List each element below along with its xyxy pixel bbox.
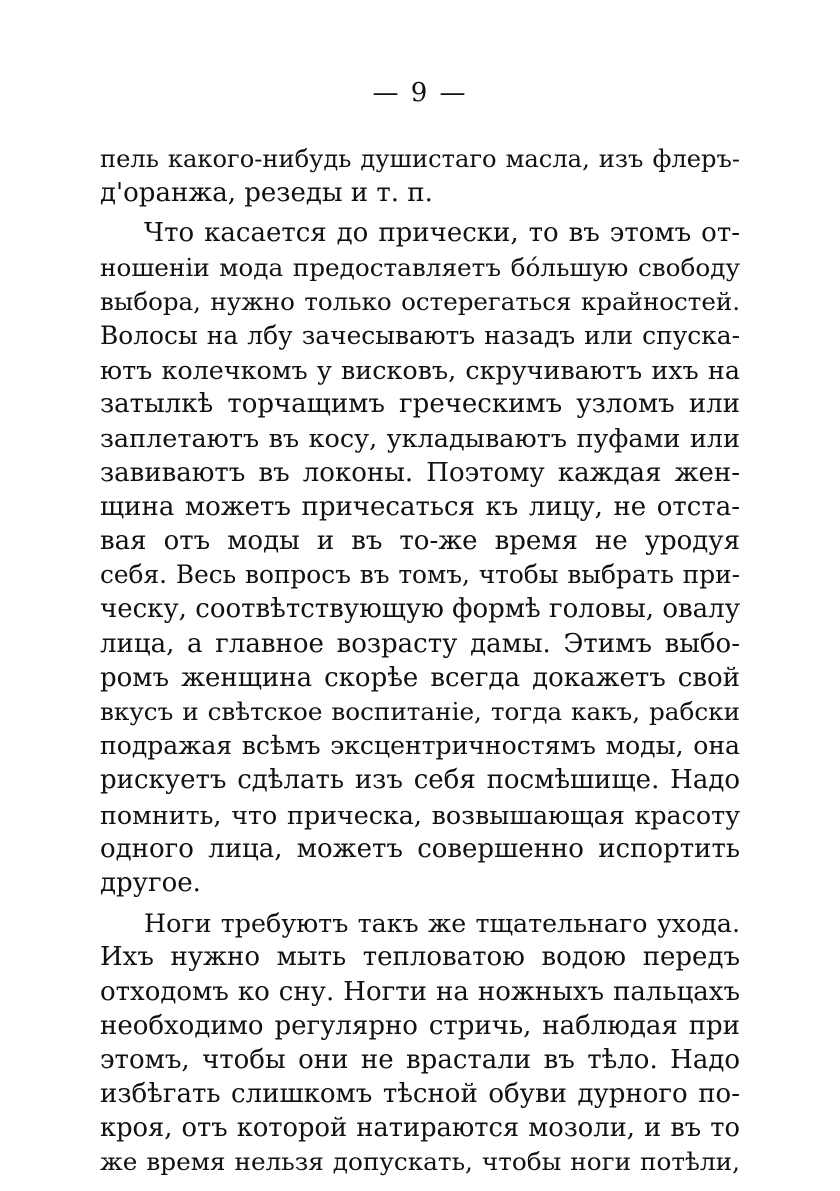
paragraph <box>100 142 740 210</box>
text-line: другое. <box>100 867 201 898</box>
text-line: кроя, отъ которой натираются мозоли, и въ то <box>100 1113 740 1144</box>
text-line: Что касается до прически, то въ этомъ от- <box>144 218 740 249</box>
text-line: помнить, что прическа, возвышающая красоту <box>100 799 740 830</box>
paragraph <box>100 216 740 900</box>
text-line: Волосы на лбу зачесываютъ назадъ или спуска- <box>100 320 740 350</box>
text-line: завиваютъ въ локоны. Поэтому каждая жен- <box>100 457 740 488</box>
text-line: рискуетъ сдѣлать изъ себя посмѣшище. Надо <box>100 765 740 796</box>
text-line: одного лица, можетъ совершенно испортить <box>100 833 740 864</box>
text-line: заплетаютъ въ косу, укладываютъ пуфами или <box>100 423 740 454</box>
text-line: выбора, нужно только остерегаться крайностей. <box>100 286 740 316</box>
text-line: лица, а главное возрасту дамы. Этимъ выбо- <box>100 628 740 659</box>
text-line: ютъ колечкомъ у висковъ, скручиваютъ ихъ на <box>100 355 740 386</box>
text-line: отходомъ ко сну. Ногти на ножныхъ пальцахъ <box>100 976 740 1007</box>
text-line: себя. Весь вопросъ въ томъ, чтобы выбрать при- <box>100 560 740 590</box>
text-line: необходимо регулярно стричь, наблюдая при <box>100 1010 740 1041</box>
text-line: затылкѣ торчащимъ греческимъ узломъ или <box>100 389 740 420</box>
text-line: избѣгать слишкомъ тѣсной обуви дурного по- <box>100 1079 740 1110</box>
paragraph <box>100 906 740 1180</box>
text-line: щина можетъ причесаться къ лицу, не отста- <box>100 491 740 522</box>
text-line: Ихъ нужно мыть тепловатою водою передъ <box>100 942 740 973</box>
text-line: вкусъ и свѣтское воспитаніе, тогда какъ, рабски <box>100 697 740 726</box>
text-line: пель какого-нибудь душистаго масла, изъ флеръ- <box>100 145 740 173</box>
text-line: Ноги требуютъ такъ же тщательнаго ухода. <box>144 908 740 939</box>
text-line: ческу, соотвѣтствующую формѣ головы, овалу <box>100 594 740 625</box>
body-text <box>100 142 740 1180</box>
text-line: ношеніи мода предоставляетъ бóльшую свободу <box>100 252 740 282</box>
text-line: вая отъ моды и въ то-же время не уродуя <box>100 526 740 557</box>
text-line: же время нельзя допускать, чтобы ноги потѣли, <box>100 1147 740 1177</box>
text-line: этомъ, чтобы они не врастали въ тѣло. Надо <box>100 1044 740 1075</box>
page-number: — 9 — <box>372 78 468 108</box>
text-line: подражая всѣмъ эксцентричностямъ моды, она <box>100 731 740 761</box>
text-line: д'оранжа, резеды и т. п. <box>100 178 433 209</box>
text-line: ромъ женщина скорѣе всегда докажетъ свой <box>100 662 740 693</box>
